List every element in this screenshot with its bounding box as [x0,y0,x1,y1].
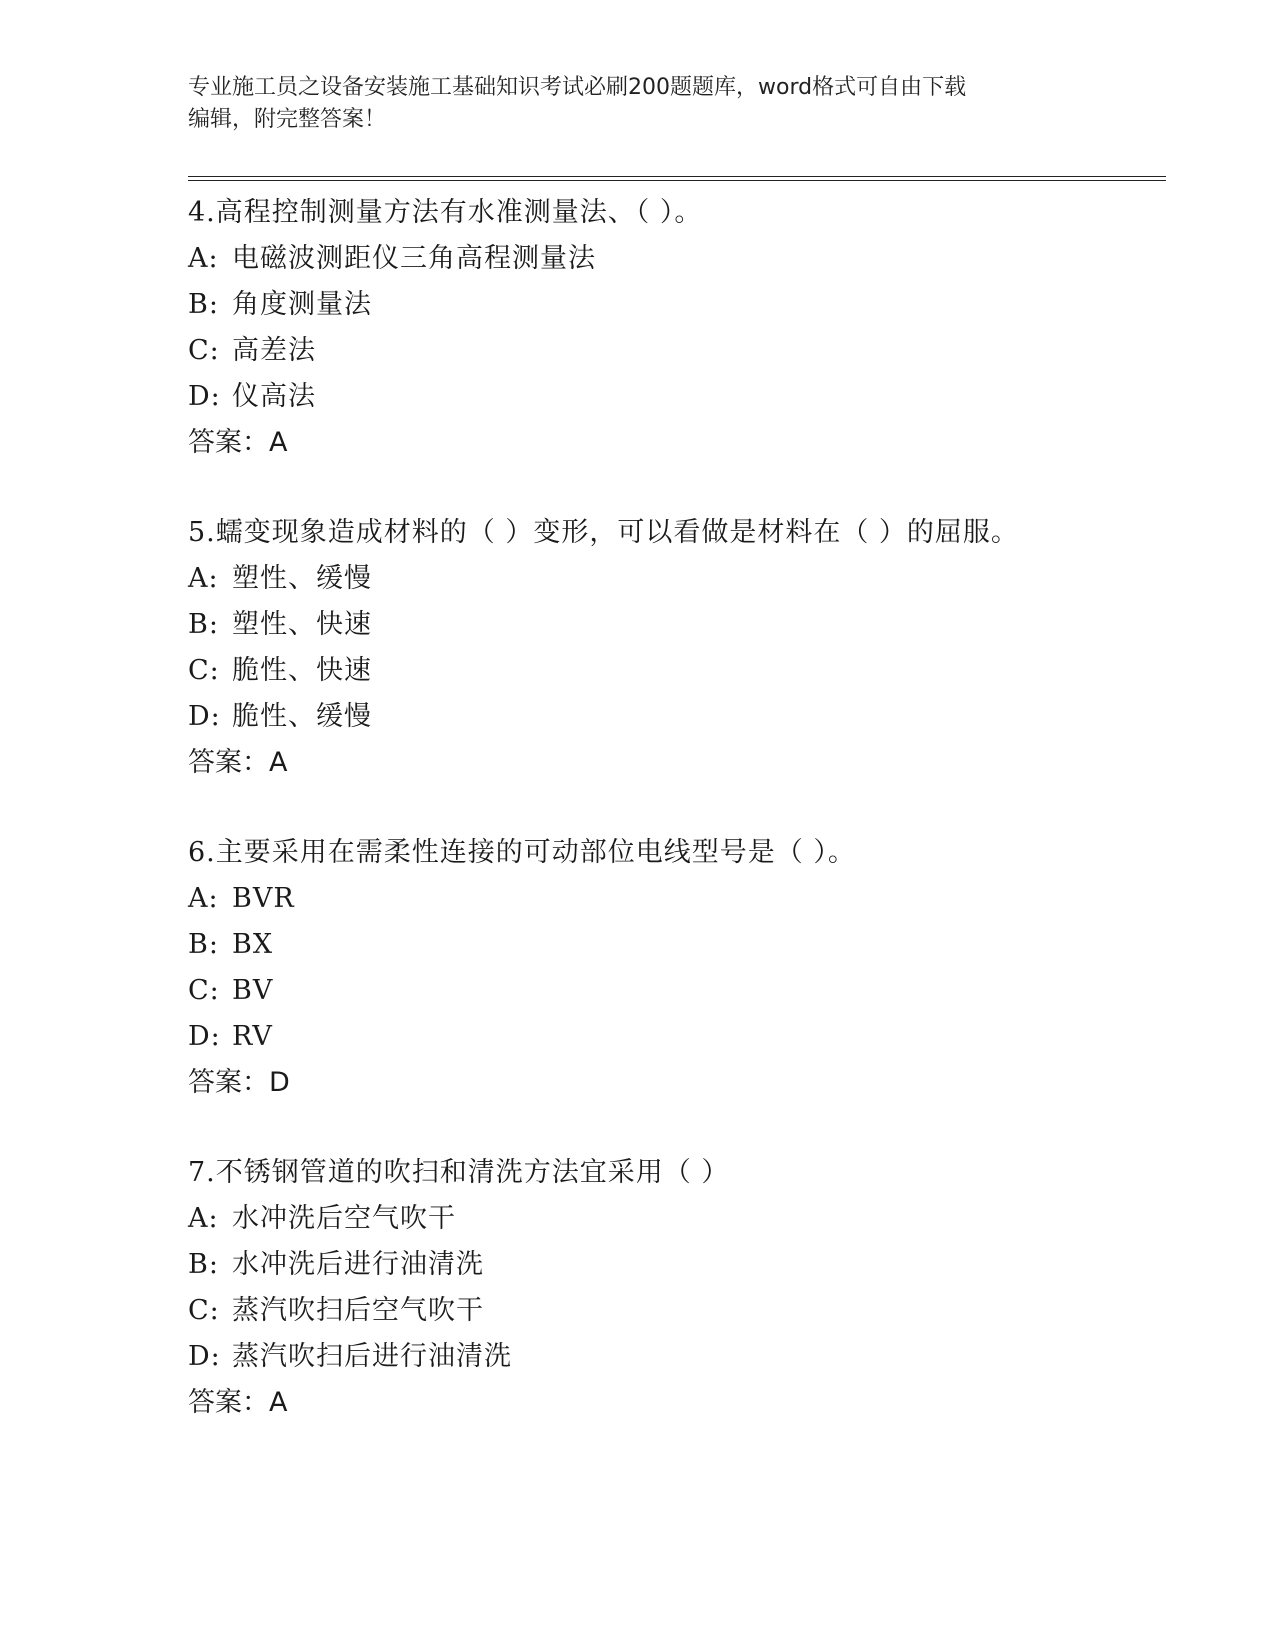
option-text: BV [232,975,274,1006]
question-stem: 6.主要采用在需柔性连接的可动部位电线型号是（ ）。 [188,837,856,868]
option-text: 蒸汽吹扫后空气吹干 [232,1295,484,1326]
question-5 [188,510,1168,830]
document-header [188,72,1088,136]
question-list [188,190,1168,1470]
question-stem: 7.不锈钢管道的吹扫和清洗方法宜采用（ ） [188,1157,730,1188]
question-stem: 5.蠕变现象造成材料的（ ）变形，可以看做是材料在（ ）的屈服。 [188,517,1019,548]
option-c [188,328,1168,374]
option-text: 电磁波测距仪三角高程测量法 [232,243,596,274]
option-a [188,1196,1168,1242]
option-b [188,1242,1168,1288]
option-key: B: [188,929,219,960]
question-7 [188,1150,1168,1470]
option-a [188,876,1168,922]
option-key: B: [188,1249,219,1280]
option-b [188,922,1168,968]
option-d [188,1014,1168,1060]
option-text: BVR [232,883,295,914]
option-key: A: [188,1203,219,1234]
option-text: 蒸汽吹扫后进行油清洗 [232,1341,512,1372]
option-key: A: [188,243,219,274]
option-text: 脆性、快速 [232,655,372,686]
option-b [188,282,1168,328]
option-text: 高差法 [232,335,316,366]
option-key: A: [188,563,219,594]
option-text: 水冲洗后进行油清洗 [232,1249,484,1280]
option-key: C: [188,655,220,686]
option-key: D: [188,1341,221,1372]
option-key: D: [188,381,221,412]
option-c [188,648,1168,694]
answer-line: 答案：D [188,1067,290,1098]
option-key: C: [188,335,220,366]
option-key: D: [188,701,221,732]
option-a [188,556,1168,602]
option-key: B: [188,289,219,320]
option-a [188,236,1168,282]
option-d [188,1334,1168,1380]
option-text: 仪高法 [232,381,316,412]
answer-line: 答案：A [188,747,288,778]
header-line-1: 专业施工员之设备安装施工基础知识考试必刷200题题库，word格式可自由下载 [188,75,967,100]
header-divider-top [188,176,1166,177]
option-key: C: [188,1295,220,1326]
question-stem: 4.高程控制测量方法有水准测量法、（ ）。 [188,197,703,228]
option-key: C: [188,975,220,1006]
option-text: BX [232,929,274,960]
option-key: B: [188,609,219,640]
answer-line: 答案：A [188,427,288,458]
option-text: 脆性、缓慢 [232,701,372,732]
option-c [188,1288,1168,1334]
option-key: D: [188,1021,221,1052]
question-6 [188,830,1168,1150]
option-b [188,602,1168,648]
option-text: 角度测量法 [232,289,372,320]
option-d [188,374,1168,420]
option-text: RV [232,1021,273,1052]
option-text: 塑性、缓慢 [232,563,372,594]
header-divider-bottom [188,180,1166,181]
option-c [188,968,1168,1014]
option-text: 水冲洗后空气吹干 [232,1203,456,1234]
answer-line: 答案：A [188,1387,288,1418]
question-4 [188,190,1168,510]
option-d [188,694,1168,740]
option-key: A: [188,883,219,914]
option-text: 塑性、快速 [232,609,372,640]
header-line-2: 编辑，附完整答案！ [188,107,387,132]
